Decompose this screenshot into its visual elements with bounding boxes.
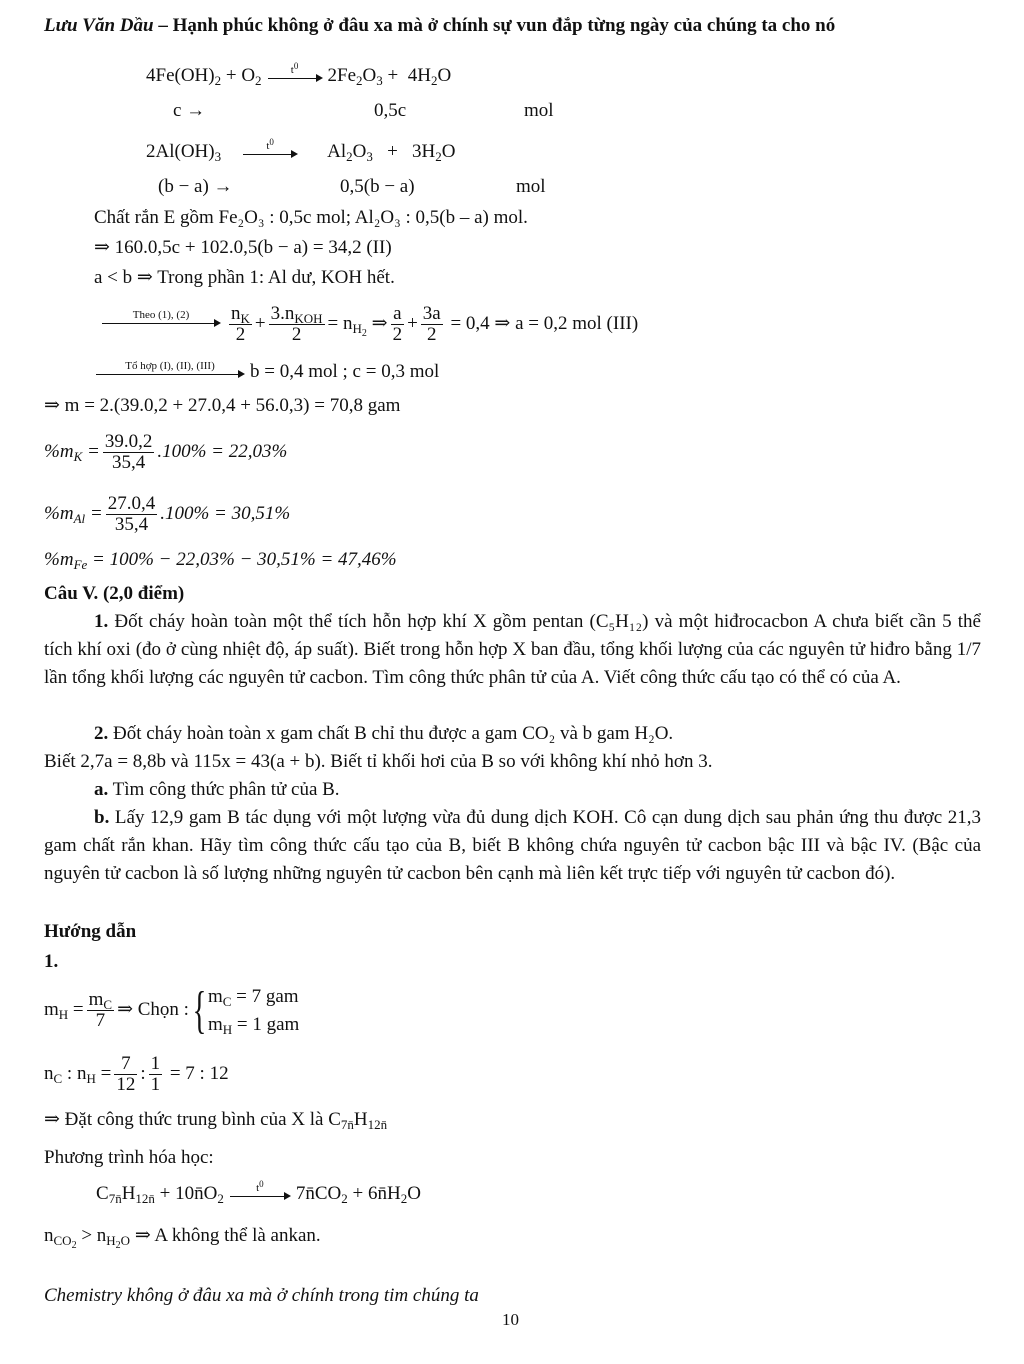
fe-mol-reactant: c → [173,100,206,121]
al-mol-product: 0,5(b − a) [340,176,415,197]
header-author: Lưu Văn Dầu [44,15,154,36]
tohop-label: Tổ hợp (I), (II), (III) [125,359,215,372]
bc-result: b = 0,4 mol ; c = 0,3 mol [250,361,440,382]
combination-line [96,360,439,384]
chon-text: ⇒ Chọn : [117,999,189,1020]
m-total: ⇒ m = 2.(39.0,2 + 27.0,4 + 56.0,3) = 70,8 gam [44,395,401,416]
eq-iii-tail: = 0,4 ⇒ a = 0,2 mol (III) [445,313,639,334]
reaction-arrow: $t^0$ [268,65,322,79]
pal-tail: .100% = 30,51% [160,503,291,524]
mc-val: = 7 gam [231,985,299,1007]
pk-tail: .100% = 22,03% [157,441,288,462]
reaction-arrow: $t^0$ [230,1183,290,1197]
ratio-tail: = 7 : 12 [165,1063,229,1084]
al-mol-reactant: (b − a) → [158,176,233,197]
guide-title: Hướng dẫn [44,921,137,942]
question-part-2: 2. Đốt cháy hoàn toàn x gam chất B chỉ thu được a gam CO₂ và b gam H₂O. [94,723,674,744]
pk-num: 39.0,2 [104,431,153,453]
theo-arrow [102,310,220,324]
question-part-1: 1. Đốt cháy hoàn toàn một thể tích hỗn hợp khí X gồm pentan (C₅H₁₂) và một hiđrocacbon A chưa biết cần 5 thể tích khí oxi (đo ở cùng nhiệt độ, áp suất). Biết trong hỗn hợp X ban đầu, tổng khối lượng của các nguyên tử hiđro bằng 1/7 lần tổng khối lượng các nguyên tử cacbon. Tìm công thức phân tử của A. Viết công thức cấu tạo có thể có của A. [44,611,981,688]
question-part-a: a. Tìm công thức phân tử của B. [94,779,340,800]
question-part-b: b. Lấy 12,9 gam B tác dụng với một lượng vừa đủ dung dịch KOH. Cô cạn dung dịch sau phản ứng thu được 21,3 gam chất rắn khan. Hãy tìm công thức cấu tạo của B, biết B không chứa nguyên tử cacbon bậc III và bậc IV. (Bậc của nguyên tử cacbon là số lượng những nguyên tử cacbon bên cạnh mà liên kết trực tiếp với nguyên tử cacbon đó). [44,807,981,884]
percent-k: $\%m_K$ = $\frac{39.0,2}{35,4}$ .100% = 22,03% [44,431,288,474]
pal-num: 27.0,4 [107,493,156,515]
equation-ii: ⇒ 160.0,5c + 102.0,5(b − a) = 34,2 (II) [94,237,392,258]
theo-label: Theo (1), (2) [132,308,190,321]
question-part-2-condition: Biết 2,7a = 8,8b và 115x = 43(a + b). Biết tỉ khối hơi của B so với không khí nhỏ hơn 3. [44,751,713,772]
percent-al: $\%m_{Al}$ = $\frac{27.0,4}{35,4}$ .100% = 30,51% [44,493,291,536]
percent-fe: $\%m_{Fe} = 100\% - 22,03\% - 30,51\% = 47,46\%$ [44,549,397,572]
question-title: Câu V. (2,0 điểm) [44,583,185,604]
reaction-fe-oh2: $4Fe(OH)_2 + O_2$ $t^0$ $2Fe_2O_3 + 4H_2O$ [146,60,452,88]
avg-combustion-reaction: $C_{7n̄}H_{12n̄}$ + $10n̄O_2$ $t^0$ $7n̄CO_2$ + $6n̄H_2O$ [96,1178,421,1206]
tohop-arrow [96,361,244,375]
mass-choice: $m_H$ = $\frac{m_C}{7}$ ⇒ Chọn :{ $m_C = 7$ gam $m_H = 1$ gam [44,981,300,1039]
footer-motto: Chemistry không ở đâu xa mà ở chính trong tim chúng ta [44,1285,479,1306]
solid-e-line: Chất rắn E gồm Fe₂O₃ : 0,5c mol; Al₂O₃ : 0,5(b – a) mol. [94,207,528,228]
equation-iii: Theo (1), (2) $\frac{n_K}{2}$ + $\frac{3.n_{KOH}}{2}$ = $n_{H_2}$ ⇒ $\frac{a}{2}$ + $\frac{3a}{2}$ = 0,4 ⇒ a = 0,2 mol (III) [96,300,638,348]
pthh-label: Phương trình hóa học: [44,1147,214,1168]
al-mol-unit: mol [516,176,546,197]
reaction-al-oh3: $2Al(OH)_3$ $t^0$ $Al_2O_3 + 3H_2O$ [146,136,456,164]
not-alkane-line: $n_{CO_2} > n_{H_2O}$ ⇒ A không thể là ankan. [44,1225,321,1251]
page-number: 10 [502,1310,519,1329]
mh-val: = 1 gam [232,1013,300,1035]
pk-den: 35,4 [111,452,146,474]
avg-formula-line: ⇒ Đặt công thức trung bình của X là $C_{7n̄}H_{12n̄}$ [44,1109,388,1132]
fe-mol-unit: mol [524,100,554,121]
ratio-line: $n_C$ : $n_H$ = $\frac{7}{12}$ : $\frac{1}{1}$ = 7 : 12 [44,1053,229,1096]
pal-den: 35,4 [114,514,149,536]
fe-mol-product: 0,5c [374,100,407,121]
guide-num: 1. [44,951,59,972]
pfe-tail: = 100% − 22,03% − 30,51% = 47,46% [87,549,397,570]
reaction-arrow: $t^0$ [243,141,297,155]
header-slogan: – Hạnh phúc không ở đâu xa mà ở chính sự vun đắp từng ngày của chúng ta cho nó [153,15,836,36]
brace-icon: { [192,981,207,1039]
page-header [44,14,835,38]
a-less-than-b: a < b ⇒ Trong phần 1: Al dư, KOH hết. [94,267,395,288]
